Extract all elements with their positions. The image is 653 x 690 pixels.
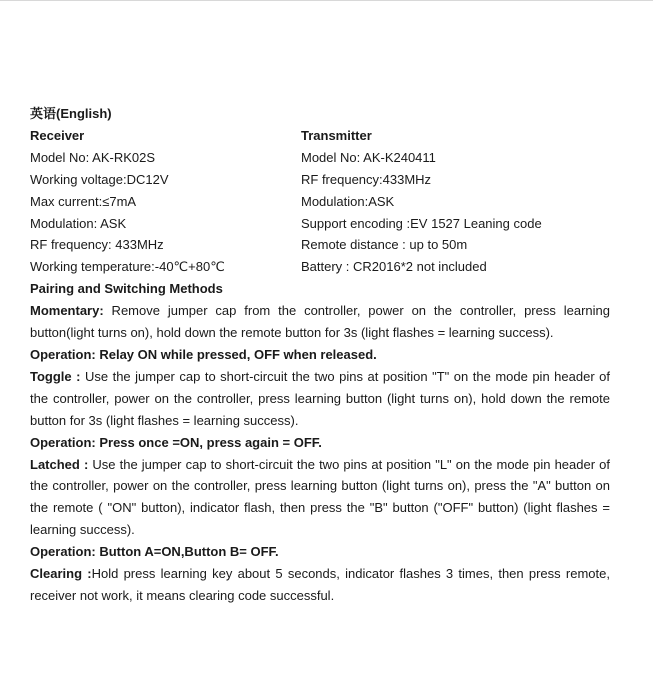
receiver-title: Receiver (30, 127, 85, 143)
toggle-text: Use the jumper cap to short-circuit the two pins at position "T" on the mode pin header of the controller, power on the controller, press learning button (light turns on), hold down the remote button for 3s (light flashes = learning success). (30, 368, 610, 428)
receiver-current: Max current:≤7mA (30, 193, 137, 209)
transmitter-distance: Remote distance : up to 50m (301, 237, 468, 253)
transmitter-model: Model No: AK-K240411 (301, 149, 436, 165)
receiver-voltage: Working voltage:DC12V (30, 171, 169, 187)
receiver-specs (30, 125, 301, 278)
receiver-modulation: Modulation: ASK (30, 215, 127, 231)
latched-label: Latched : (30, 456, 89, 472)
manual-document (30, 103, 610, 607)
transmitter-title: Transmitter (301, 127, 372, 143)
spec-table (30, 125, 610, 278)
receiver-model: Model No: AK-RK02S (30, 149, 156, 165)
language-heading: 英语(English) (30, 106, 112, 121)
latched-paragraph (30, 454, 610, 542)
receiver-temperature: Working temperature:-40℃+80℃ (30, 259, 225, 275)
toggle-paragraph (30, 366, 610, 432)
transmitter-modulation: Modulation:ASK (301, 193, 395, 209)
latched-operation: Operation: Button A=ON,Button B= OFF. (30, 544, 279, 560)
transmitter-encoding: Support encoding :EV 1527 Leaning code (301, 215, 542, 231)
clearing-text: Hold press learning key about 5 seconds, indicator flashes 3 times, then press remote, receiver not work, it means clearing code successful. (30, 566, 610, 603)
toggle-operation: Operation: Press once =ON, press again = OFF. (30, 434, 322, 450)
momentary-paragraph (30, 300, 610, 344)
top-divider (0, 0, 653, 1)
clearing-label: Clearing : (30, 566, 92, 582)
clearing-paragraph (30, 563, 610, 607)
latched-text: Use the jumper cap to short-circuit the two pins at position "L" on the mode pin header of the controller, power on the controller, press learning button (light turns on), press the "A" button on the remote ( "ON" button), indicator flash, then press the "B" button ("OFF" button) (light flashes = learning success). (30, 456, 610, 538)
receiver-frequency: RF frequency: 433MHz (30, 237, 164, 253)
momentary-label: Momentary: (30, 303, 104, 319)
toggle-label: Toggle : (30, 368, 81, 384)
momentary-text: Remove jumper cap from the controller, power on the controller, press learning button(light turns on), hold down the remote button for 3s (light flashes = learning success). (30, 303, 610, 341)
section-title: Pairing and Switching Methods (30, 281, 223, 297)
momentary-operation: Operation: Relay ON while pressed, OFF when released. (30, 346, 377, 362)
transmitter-frequency: RF frequency:433MHz (301, 171, 432, 187)
transmitter-battery: Battery : CR2016*2 not included (301, 259, 487, 275)
transmitter-specs (301, 125, 610, 278)
